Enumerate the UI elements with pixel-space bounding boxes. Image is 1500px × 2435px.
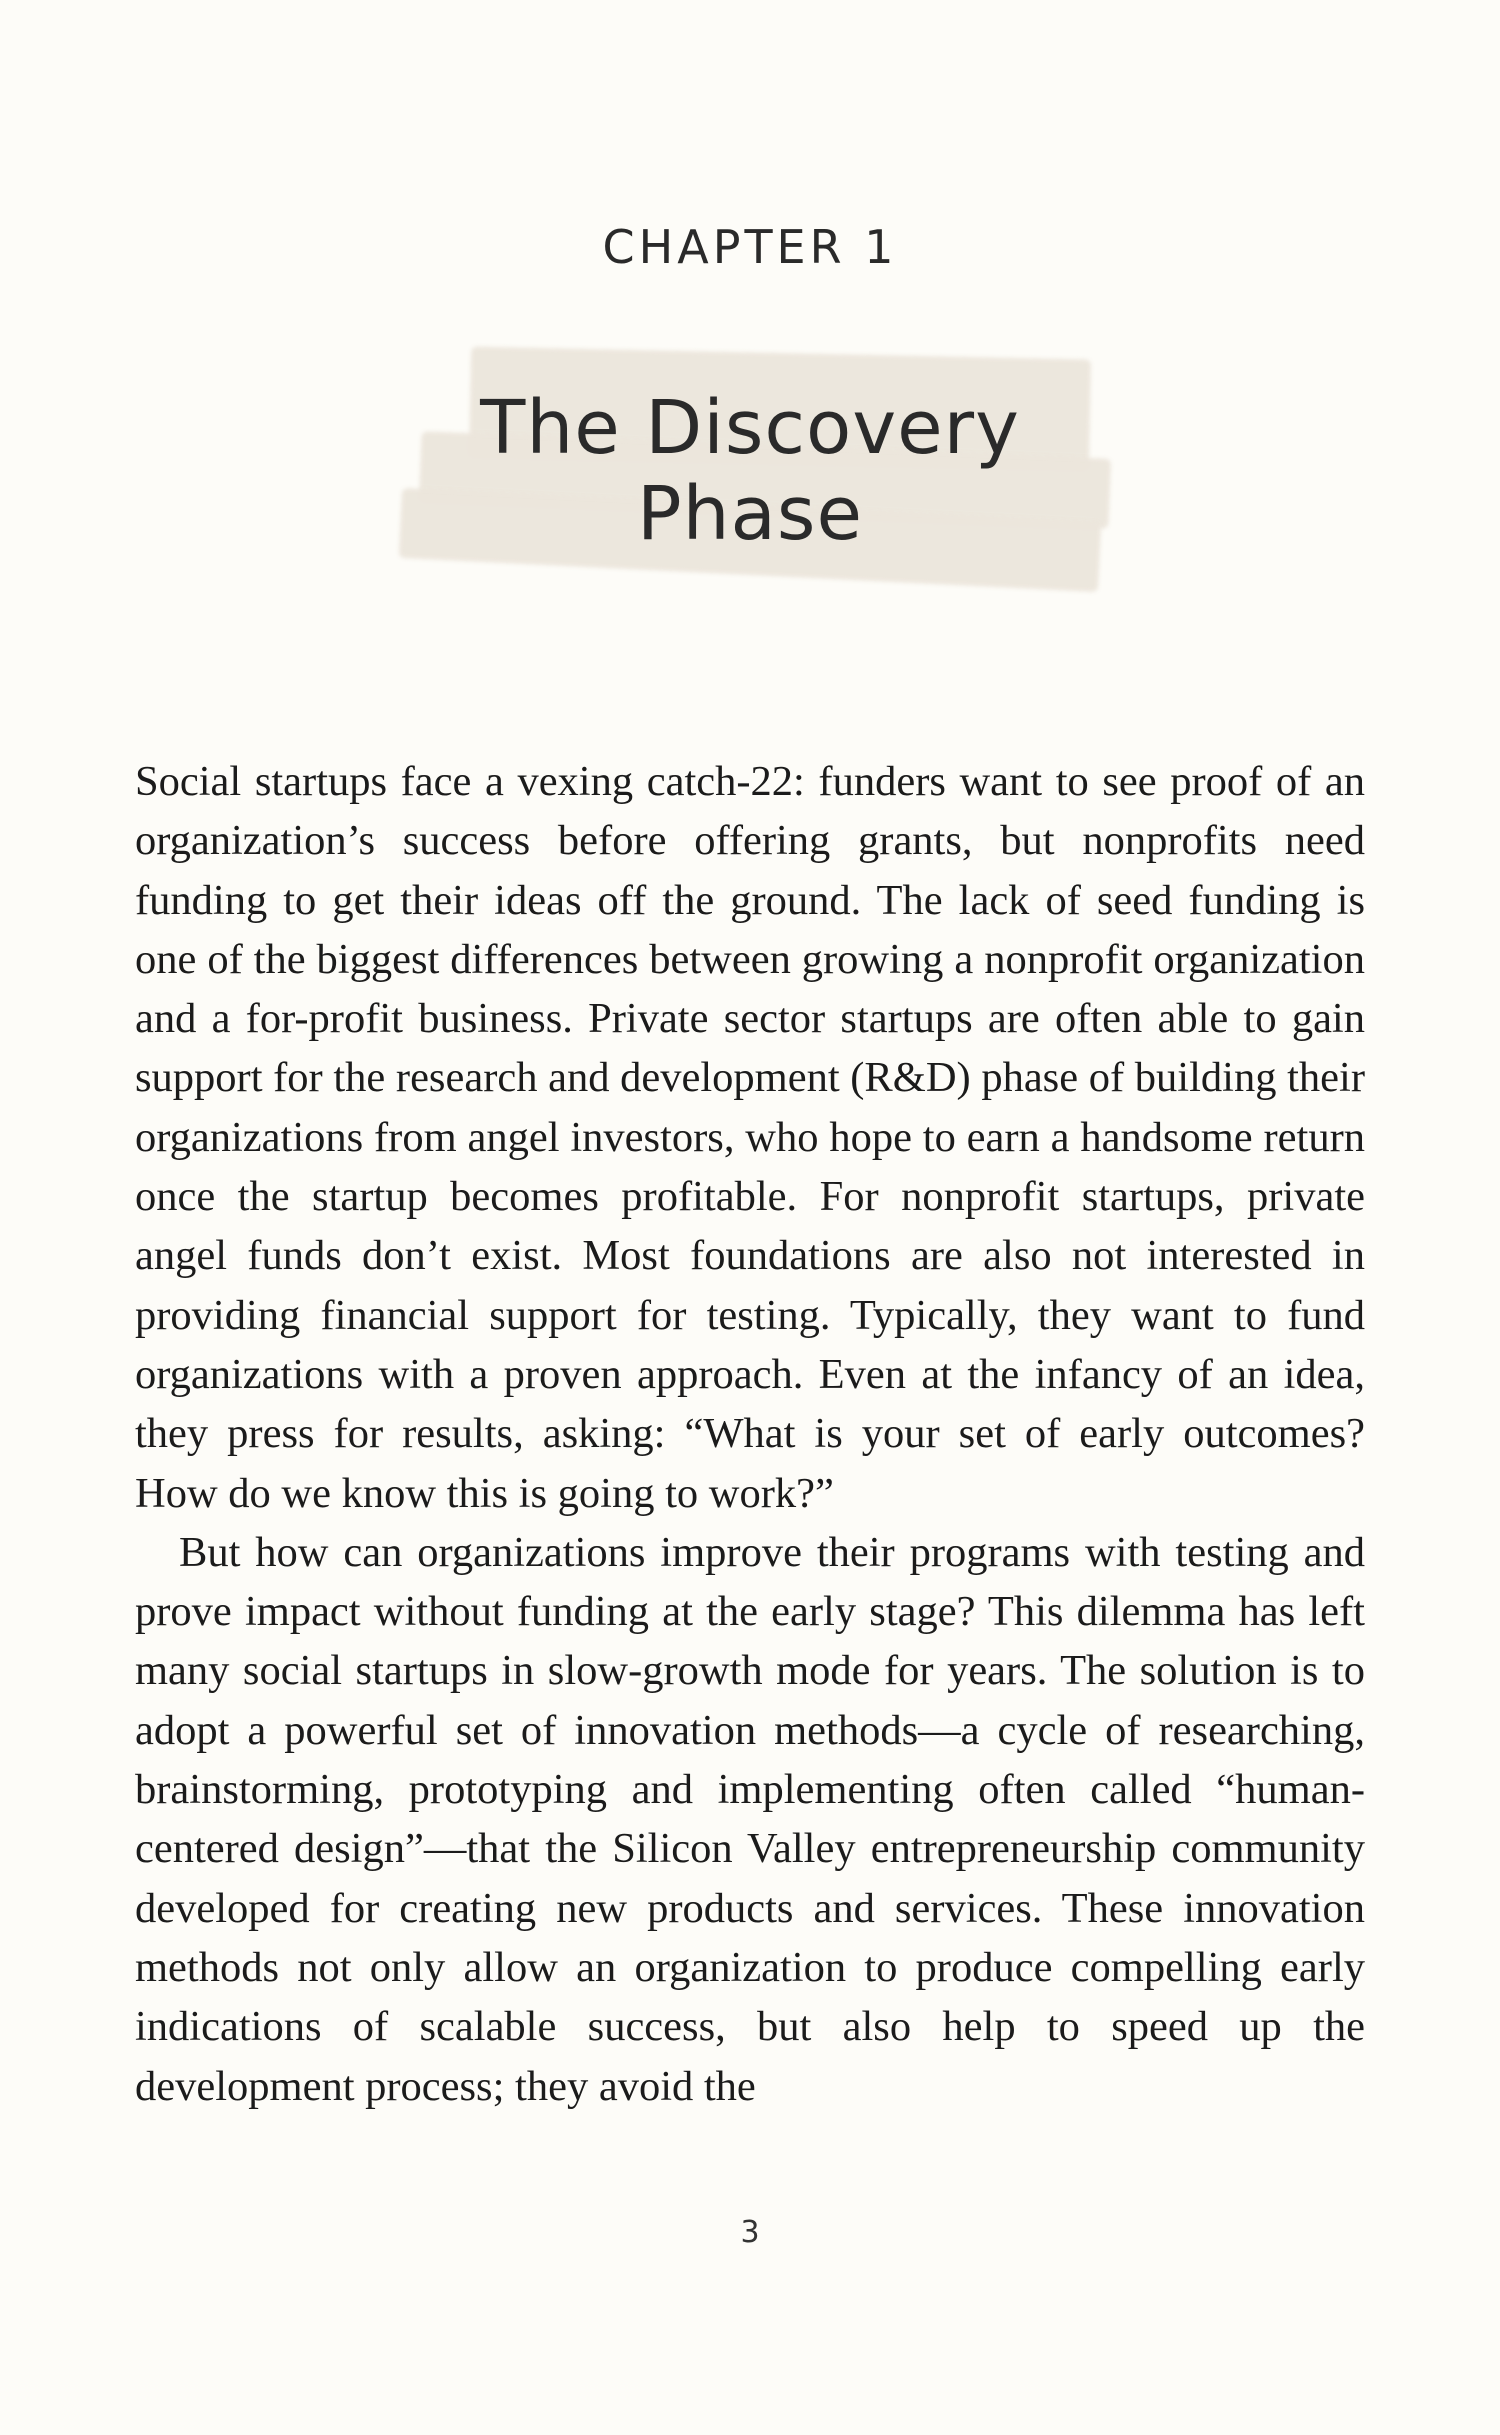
chapter-title: The Discovery Phase <box>480 385 1020 557</box>
page-number: 3 <box>740 2215 760 2250</box>
chapter-label: CHAPTER 1 <box>602 220 898 274</box>
body-text <box>135 752 1365 2116</box>
chapter-title-block <box>380 345 1120 615</box>
paragraph-2: But how can organizations improve their programs with testing and prove impact without funding at the early stage? This dilemma has left many social startups in slow-growth mode for years. The solution is to adopt a powerful set of innovation methods—a cycle of researching, brainstorming, prototyping and implementing often called “human-centered design”—that the Silicon Valley entrepreneurship community developed for creating new products and services. These innovation methods not only allow an organization to produce compelling early indications of scalable success, but also help to speed up the development process; they avoid the <box>135 1528 1365 2110</box>
paragraph-1: Social startups face a vexing catch-22: funders want to see proof of an organization’s success before offering grants, but nonprofits need funding to get their ideas off the ground. The lack of seed funding is one of the biggest differences between growing a nonprofit organization and a for-profit business. Private sector startups are often able to gain support for the research and development (R&D) phase of building their organizations from angel investors, who hope to earn a handsome return once the startup becomes profitable. For nonprofit startups, private angel funds don’t exist. Most foundations are also not interested in providing financial support for testing. Typically, they want to fund organizations with a proven approach. Even at the infancy of an idea, they press for results, asking: “What is your set of early outcomes? How do we know this is going to work?” <box>135 758 1365 1517</box>
